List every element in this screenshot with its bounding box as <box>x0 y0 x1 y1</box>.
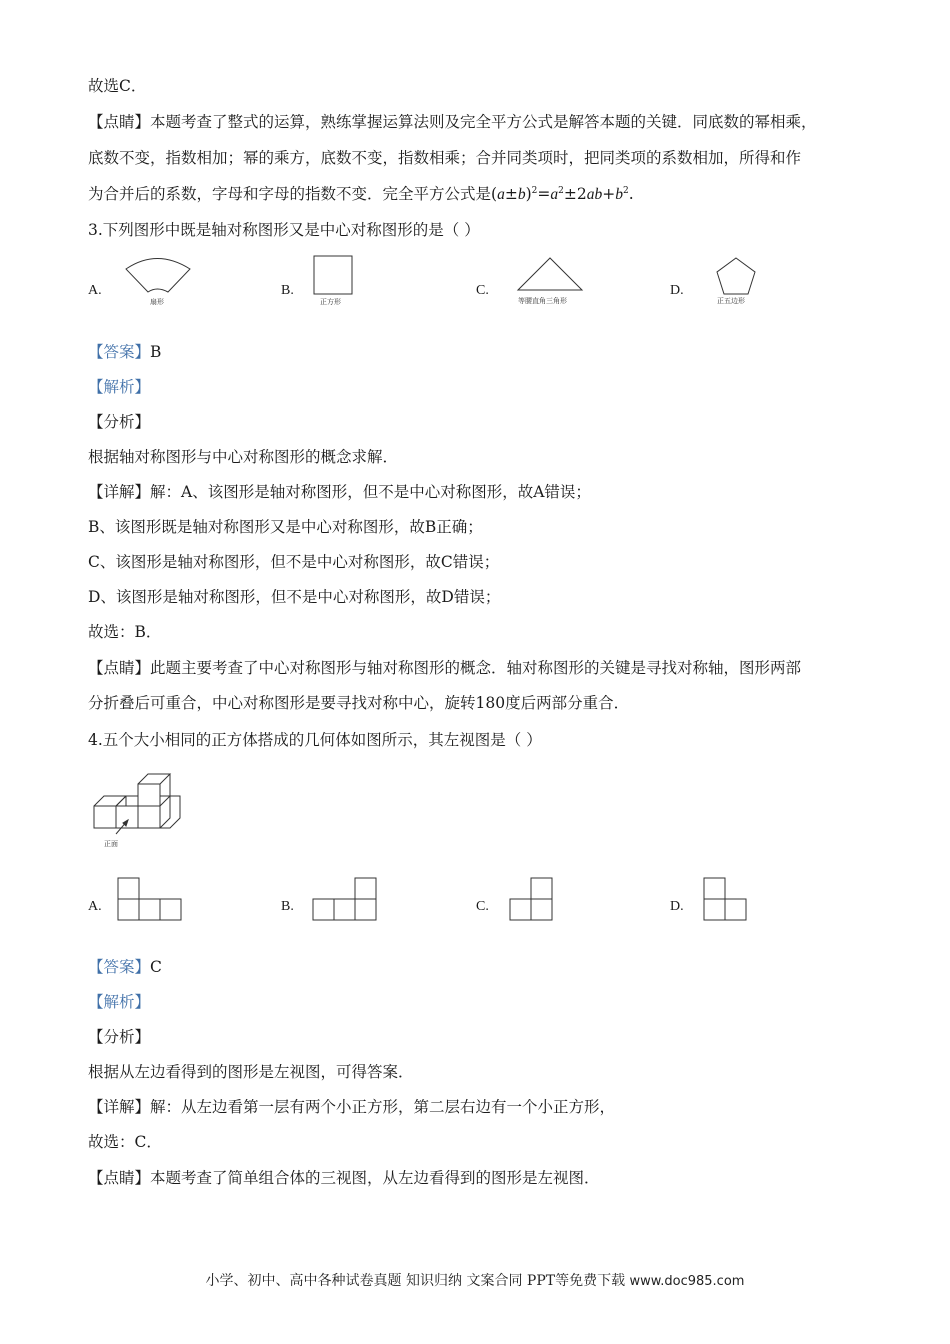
cube-stack-figure <box>90 770 190 852</box>
answer-value: C <box>150 958 162 976</box>
text-line: D、该图形是轴对称图形，但不是中心对称图形，故D错误； <box>88 588 501 606</box>
q4-option-a-figure <box>116 876 186 922</box>
q4-option-d-figure <box>702 876 752 922</box>
q3-option-d-label: D. <box>670 283 684 298</box>
dianjing-text: 本题考查了简单组合体的三视图，从左边看得到的图形是左视图． <box>150 1169 600 1187</box>
text-line <box>88 112 817 132</box>
detail-tag: 【详解】 <box>88 483 151 501</box>
formula-intro: 为合并后的系数，字母和字母的指数不变．完全平方公式是 <box>88 185 492 203</box>
answer-tag: 【答案】 <box>88 343 151 361</box>
dianjing-text: 此题主要考查了中心对称图形与轴对称图形的概念．轴对称图形的关键是寻找对称轴，图形两部 <box>150 659 802 677</box>
text-line <box>88 342 161 362</box>
text-line: 故选：B． <box>88 623 162 641</box>
text-line <box>88 1168 600 1188</box>
answer-tag: 【答案】 <box>88 958 151 976</box>
text-line <box>88 184 634 205</box>
square-caption: 正方形 <box>320 298 341 306</box>
fenxi-tag: 【分析】 <box>88 1028 151 1046</box>
dianjing-tag: 【点睛】 <box>88 113 151 131</box>
text-line <box>88 658 801 678</box>
text-line <box>88 1097 615 1117</box>
square-figure <box>312 254 362 310</box>
dianjing-text: 本题考查了整式的运算，熟练掌握运算法则及完全平方公式是解答本题的关键．同底数的幂相乘， <box>150 113 817 131</box>
text-line: 故选C． <box>88 77 147 95</box>
isosceles-right-triangle-figure <box>514 254 594 310</box>
pentagon-figure <box>712 254 762 310</box>
detail-text: 解：从左边看第一层有两个小正方形，第二层右边有一个小正方形， <box>150 1098 616 1116</box>
text-line: 故选：C． <box>88 1133 162 1151</box>
q4-option-c-label: C. <box>476 899 489 914</box>
dianjing-tag: 【点睛】 <box>88 1169 151 1187</box>
jiexi-tag: 【解析】 <box>88 993 151 1011</box>
q4-option-b-figure <box>311 876 381 922</box>
formula: $(a\pm b)^2=a^2\pm 2ab+b^2$. <box>491 185 634 203</box>
text-line: 底数不变，指数相加；幂的乘方，底数不变，指数相乘；合并同类项时，把同类项的系数相加，所得和作 <box>88 149 802 167</box>
answer-value: B <box>150 343 162 361</box>
q3-option-c-label: C. <box>476 283 489 298</box>
dianjing-tag: 【点睛】 <box>88 659 151 677</box>
sector-figure <box>120 254 200 310</box>
text-line <box>88 957 162 977</box>
detail-text: 解：A、该图形是轴对称图形，但不是中心对称图形，故A错误； <box>150 483 591 501</box>
fenxi-tag: 【分析】 <box>88 413 151 431</box>
text-line: C、该图形是轴对称图形，但不是中心对称图形，故C错误； <box>88 553 500 571</box>
text-line: 根据轴对称图形与中心对称图形的概念求解． <box>88 448 399 466</box>
q4-option-d-label: D. <box>670 899 684 914</box>
front-caption: 正面 <box>104 840 118 848</box>
sector-caption: 扇形 <box>150 298 164 306</box>
question-3: 3.下列图形中既是轴对称图形又是中心对称图形的是（ ） <box>88 221 480 239</box>
q3-option-b-label: B. <box>281 283 294 298</box>
jiexi-tag: 【解析】 <box>88 378 151 396</box>
text-line: 分折叠后可重合，中心对称图形是要寻找对称中心，旋转180度后两部分重合． <box>88 694 630 712</box>
q4-option-b-label: B. <box>281 899 294 914</box>
detail-tag: 【详解】 <box>88 1098 151 1116</box>
q4-option-c-figure <box>508 876 558 922</box>
footer-url[interactable]: www.doc985.com <box>629 1274 745 1289</box>
text-line: B、该图形既是轴对称图形又是中心对称图形，故B正确； <box>88 518 483 536</box>
pentagon-caption: 正五边形 <box>717 297 745 305</box>
triangle-caption: 等腰直角三角形 <box>518 297 567 305</box>
text-line <box>88 482 591 502</box>
page-footer <box>0 1270 950 1290</box>
q4-option-a-label: A. <box>88 899 102 914</box>
text-line: 根据从左边看得到的图形是左视图，可得答案． <box>88 1063 414 1081</box>
question-4: 4.五个大小相同的正方体搭成的几何体如图所示，其左视图是（ ） <box>88 731 542 749</box>
footer-text: 小学、初中、高中各种试卷真题 知识归纳 文案合同 PPT等免费下载 <box>205 1273 626 1289</box>
q3-option-a-label: A. <box>88 283 102 298</box>
